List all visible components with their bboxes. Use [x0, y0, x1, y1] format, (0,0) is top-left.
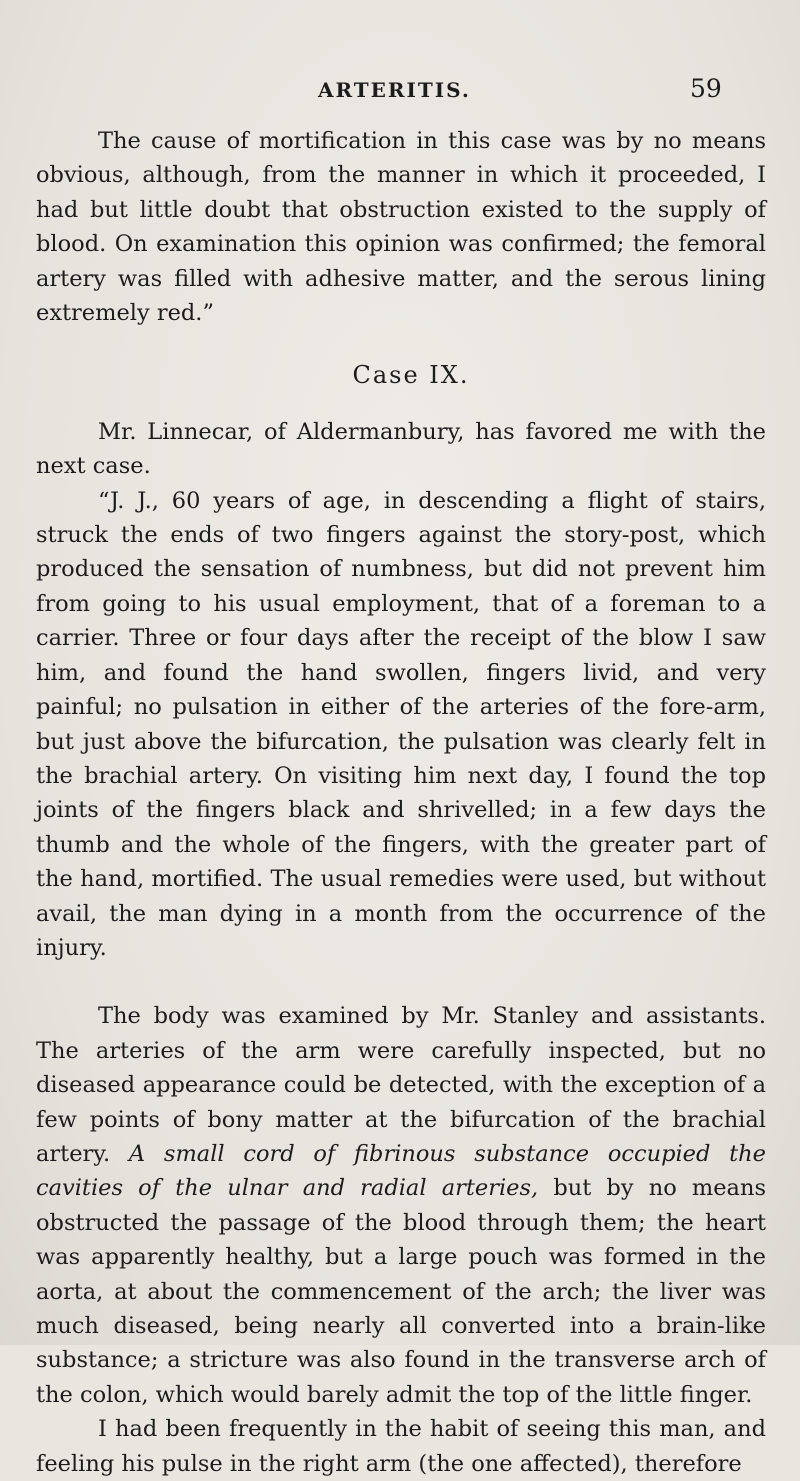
- paragraph-4-start: The body was examined by Mr. Stanley and assistants. The arteries of the arm were carefully inspected, but no diseased appearance could be detected, with the exception of a few points of bony matter at the bifurcation of the brachial artery.: [36, 1003, 766, 1167]
- paragraph-4-italic: A small cord of fibrinous substance occupied the cavities of the ulnar and radial arteries,: [36, 1140, 766, 1202]
- running-head: ARTERITIS.: [318, 78, 471, 102]
- page-number: 59: [690, 74, 722, 103]
- case-heading: Case IX.: [352, 361, 470, 390]
- paragraph-4: [36, 999, 766, 1412]
- paragraph-2: Mr. Linnecar, of Aldermanbury, has favored me with the next case.: [36, 418, 766, 480]
- paragraph-gap: [36, 965, 766, 999]
- paragraph-4-end: but by no means obstructed the passage of the blood through them; the heart was apparently healthy, but a large pouch was formed in the aorta, at about the commencement of the arch; the liver was much diseased, being nearly all converted into a brain-like substance; a stricture was also found in the transverse arch of the colon, which would barely admit the top of the little finger.: [36, 1175, 766, 1408]
- body-text: [36, 124, 766, 1481]
- page-header: [0, 74, 800, 112]
- paragraph-3: “J. J., 60 years of age, in descending a flight of stairs, struck the ends of two fingers against the story-post, which produced the sensation of numbness, but did not prevent him from going to his usual employment, that of a foreman to a carrier. Three or four days after the receipt of the blow I saw him, and found the hand swollen, fingers livid, and very painful; no pulsation in either of the arteries of the fore-arm, but just above the bifurcation, the pulsation was clearly felt in the brachial artery. On visiting him next day, I found the top joints of the fingers black and shrivelled; in a few days the thumb and the whole of the fingers, with the greater part of the hand, mortified. The usual remedies were used, but without avail, the man dying in a month from the occurrence of the injury.: [36, 487, 766, 961]
- paragraph-1: The cause of mortification in this case was by no means obvious, although, from the manner in which it proceeded, I had but little doubt that obstruction existed to the supply of blood. On examination this opinion was confirmed; the femoral artery was filled with adhesive matter, and the serous lining extremely red.”: [36, 128, 766, 327]
- paragraph-5: I had been frequently in the habit of seeing this man, and feeling his pulse in the right arm (the one affected), therefore: [36, 1416, 766, 1477]
